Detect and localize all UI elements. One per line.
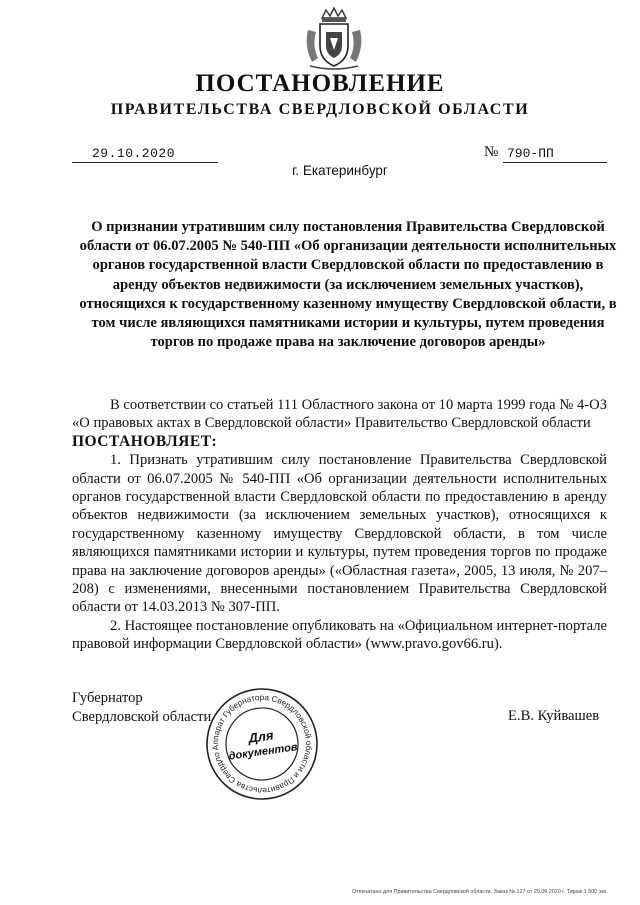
signatory-name: Е.В. Куйвашев <box>508 708 600 724</box>
resolves-heading: ПОСТАНОВЛЯЕТ: <box>72 432 218 450</box>
official-stamp <box>202 686 322 802</box>
coat-of-arms-icon <box>300 6 368 72</box>
document-body <box>72 396 607 654</box>
preamble: В соответствии со статьей 111 Областного закона от 10 марта 1999 года № 4-ОЗ «О правовых актах в Свердловской области» Правительство Свердловской области <box>72 397 607 432</box>
document-number: 790-ПП <box>503 146 607 163</box>
number-label: № <box>484 144 499 160</box>
document-title: ПОСТАНОВЛЕНИЕ <box>195 70 445 97</box>
stamp-center-line1: Для <box>247 727 275 746</box>
signatory-position-line1: Губернатор <box>72 690 143 706</box>
document-date: 29.10.2020 <box>72 146 218 163</box>
city: г. Екатеринбург <box>292 163 388 178</box>
signatory-position <box>72 689 211 726</box>
document-heading: О признании утратившим силу постановления Правительства Свердловской области от 06.07.2005 № 540-ПП «Об организации деятельности исполнительных органов государственной власти Свердловской области по предоставлению в аренду объектов недвижимости (за исключением земельных участков), относящихся к государственному казенному имуществу Свердловской области, в том числе являющихся памятниками истории и культуры, путем проведения торгов по продаже права на заключение договоров аренды» <box>79 219 617 351</box>
print-footer: Отпечатано для Правительства Свердловской области. Заказ № 127 от 29.09.2020 г. Тираж 1 500 экз. <box>352 889 608 895</box>
signatory-position-line2: Свердловской области <box>72 708 212 725</box>
stamp-ring-text: Аппарат Губернатора Свердловской области и Правительства Свердловской <box>210 692 314 796</box>
stamp-center-line2: документов <box>227 741 299 763</box>
document-subtitle: ПРАВИТЕЛЬСТВА СВЕРДЛОВСКОЙ ОБЛАСТИ <box>110 101 530 118</box>
item-1: 1. Признать утратившим силу постановление Правительства Свердловской области от 06.07.2005 № 540-ПП «Об организации деятельности исполнительных органов государственной власти Свердловской области по предоставлению в аренду объектов недвижимости (за исключением земельных участков), относящихся к государственному казенному имуществу Свердловской области, в том числе являющихся памятниками истории и культуры, путем проведения торгов по продаже права на заключение договоров аренды» («Областная газета», 2005, 13 июля, № 207–208) с изменениями, внесенными постановлением Правительства Свердловской области от 14.03.2013 № 307-ПП. <box>72 452 607 616</box>
item-2: 2. Настоящее постановление опубликовать на «Официальном интернет-портале правовой информации Свердловской области» (www.pravo.gov66.ru). <box>72 617 607 653</box>
